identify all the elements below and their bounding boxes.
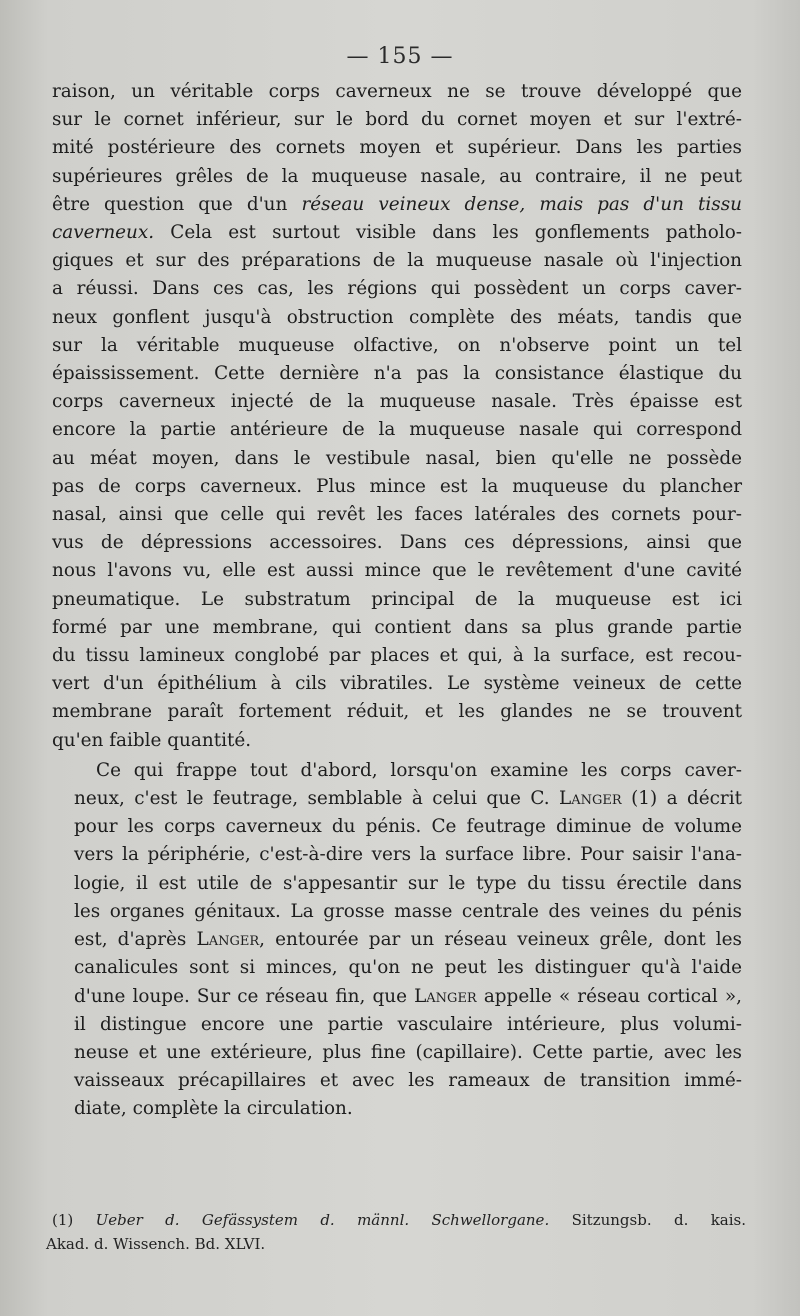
text-line: sur la véritable muqueuse olfactive, on n'observe point un tel <box>52 334 742 356</box>
text-line: encore la partie antérieure de la muqueuse nasale qui correspond <box>52 419 742 441</box>
text-line: diate, complète la circulation. <box>74 1098 353 1120</box>
text-line: vert d'un épithélium à cils vibratiles. Le système veineux de cette <box>52 673 742 695</box>
text-line: neuse et une extérieure, plus fine (capillaire). Cette partie, avec les <box>74 1041 742 1063</box>
footnote-line: (1) Ueber d. Gefässystem d. männl. Schwellorgane. Sitzungsb. d. kais. <box>52 1211 747 1229</box>
page-number: — 155 — <box>346 44 454 69</box>
text-line: caverneux. Cela est surtout visible dans les gonflements patholo- <box>52 222 742 244</box>
text-line: sur le cornet inférieur, sur le bord du cornet moyen et sur l'extré- <box>52 109 742 131</box>
text-line: vus de dépressions accessoires. Dans ces dépressions, ainsi que <box>52 532 742 554</box>
text-line: pour les corps caverneux du pénis. Ce feutrage diminue de volume <box>74 816 742 838</box>
text-line: être question que d'un réseau veineux dense, mais pas d'un tissu <box>52 193 742 215</box>
text-line: membrane paraît fortement réduit, et les glandes ne se trouvent <box>52 701 742 723</box>
text-line: vers la périphérie, c'est-à-dire vers la surface libre. Pour saisir l'ana- <box>74 844 742 866</box>
text-line: nous l'avons vu, elle est aussi mince que le revêtement d'une cavité <box>52 560 742 582</box>
text-line: canalicules sont si minces, qu'on ne peut les distinguer qu'à l'aide <box>74 957 742 979</box>
text-line: mité postérieure des cornets moyen et supérieur. Dans les parties <box>52 137 742 159</box>
text-line: logie, il est utile de s'appesantir sur le type du tissu érectile dans <box>74 872 742 894</box>
text-line: giques et sur des préparations de la muqueuse nasale où l'injection <box>52 250 742 272</box>
text-line: au méat moyen, dans le vestibule nasal, bien qu'elle ne possède <box>52 447 742 469</box>
text-line: a réussi. Dans ces cas, les régions qui possèdent un corps caver- <box>52 278 742 300</box>
paragraph-1 <box>52 78 742 755</box>
text-line: d'une loupe. Sur ce réseau fin, que Langer appelle « réseau cortical », <box>74 985 742 1007</box>
text-line: épaississement. Cette dernière n'a pas la consistance élastique du <box>52 363 742 385</box>
text-line: corps caverneux injecté de la muqueuse nasale. Très épaisse est <box>52 391 742 413</box>
text-line: formé par une membrane, qui contient dans sa plus grande partie <box>52 616 742 638</box>
text-line: Ce qui frappe tout d'abord, lorsqu'on examine les corps caver- <box>96 759 742 781</box>
text-line: pneumatique. Le substratum principal de la muqueuse est ici <box>52 588 742 610</box>
text-line: vaisseaux précapillaires et avec les rameaux de transition immé- <box>74 1070 742 1092</box>
text-line: raison, un véritable corps caverneux ne se trouve développé que <box>52 81 742 102</box>
text-line: supérieures grêles de la muqueuse nasale, au contraire, il ne peut <box>52 165 742 187</box>
text-line: il distingue encore une partie vasculaire intérieure, plus volumi- <box>74 1013 742 1035</box>
text-line: du tissu lamineux conglobé par places et qui, à la surface, est recou- <box>52 645 742 667</box>
text-line: nasal, ainsi que celle qui revêt les faces latérales des cornets pour- <box>52 504 742 526</box>
text-line: pas de corps caverneux. Plus mince est la muqueuse du plancher <box>52 475 742 497</box>
paragraph-2 <box>52 757 742 1124</box>
body-text <box>52 78 742 1124</box>
footnote <box>46 1208 746 1256</box>
text-line: est, d'après Langer, entourée par un réseau veineux grêle, dont les <box>74 929 742 951</box>
text-line: les organes génitaux. La grosse masse centrale des veines du pénis <box>74 900 742 922</box>
text-line: neux gonflent jusqu'à obstruction complète des méats, tandis que <box>52 306 742 328</box>
text-line: neux, c'est le feutrage, semblable à celui que C. Langer (1) a décrit <box>74 788 742 810</box>
text-line: qu'en faible quantité. <box>52 729 252 751</box>
footnote-line: Akad. d. Wissench. Bd. XLVI. <box>46 1235 266 1253</box>
